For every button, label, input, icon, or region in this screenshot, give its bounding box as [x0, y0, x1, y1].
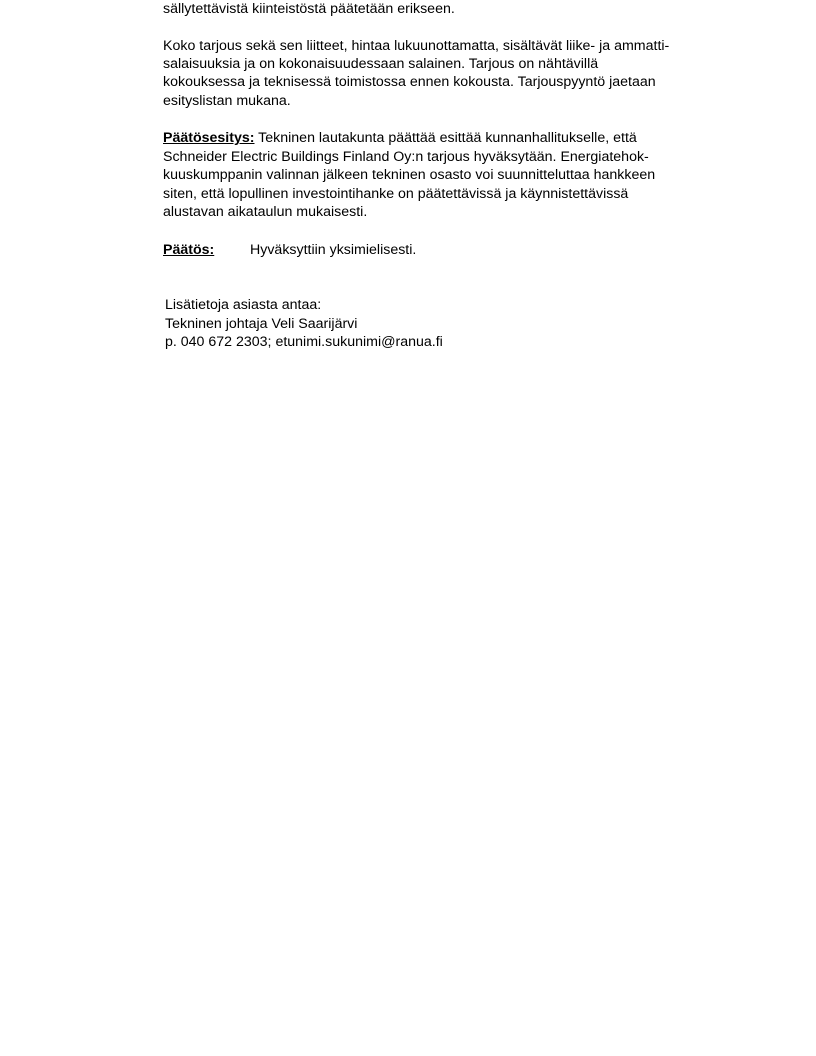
contact-line: Lisätietoja asiasta antaa: [165, 297, 322, 313]
proposal-line: siten, että lopullinen investointihanke on päätettävissä ja käynnistettävissä [163, 186, 629, 202]
proposal-label: Päätösesitys: [163, 130, 255, 146]
paragraph-line: esityslistan mukana. [163, 93, 291, 109]
paragraph-line: kokouksessa ja teknisessä toimistossa ennen kokousta. Tarjouspyyntö jaetaan [163, 74, 656, 90]
decision-line [163, 241, 563, 259]
proposal-line: Schneider Electric Buildings Finland Oy:n tarjous hyväksytään. Energiatehok- [163, 149, 649, 165]
proposal-first-line [163, 129, 637, 147]
proposal-text: Tekninen lautakunta päättää esittää kunnanhallitukselle, että [258, 130, 637, 146]
paragraph-line: sällytettävistä kiinteistöstä päätetään erikseen. [163, 1, 455, 17]
contact-line: p. 040 672 2303; etunimi.sukunimi@ranua.fi [165, 334, 443, 350]
proposal-line: alustavan aikataulun mukaisesti. [163, 204, 368, 220]
proposal-line: kuuskumppanin valinnan jälkeen tekninen osasto voi suunnitteluttaa hankkeen [163, 167, 656, 183]
paragraph-line: salaisuuksia ja on kokonaisuudessaan salainen. Tarjous on nähtävillä [163, 56, 599, 72]
decision-label: Päätös: [163, 242, 215, 258]
paragraph-line: Koko tarjous sekä sen liitteet, hintaa lukuunottamatta, sisältävät liike- ja ammatti- [163, 38, 670, 54]
contact-line: Tekninen johtaja Veli Saarijärvi [165, 316, 358, 332]
decision-text: Hyväksyttiin yksimielisesti. [250, 242, 417, 258]
